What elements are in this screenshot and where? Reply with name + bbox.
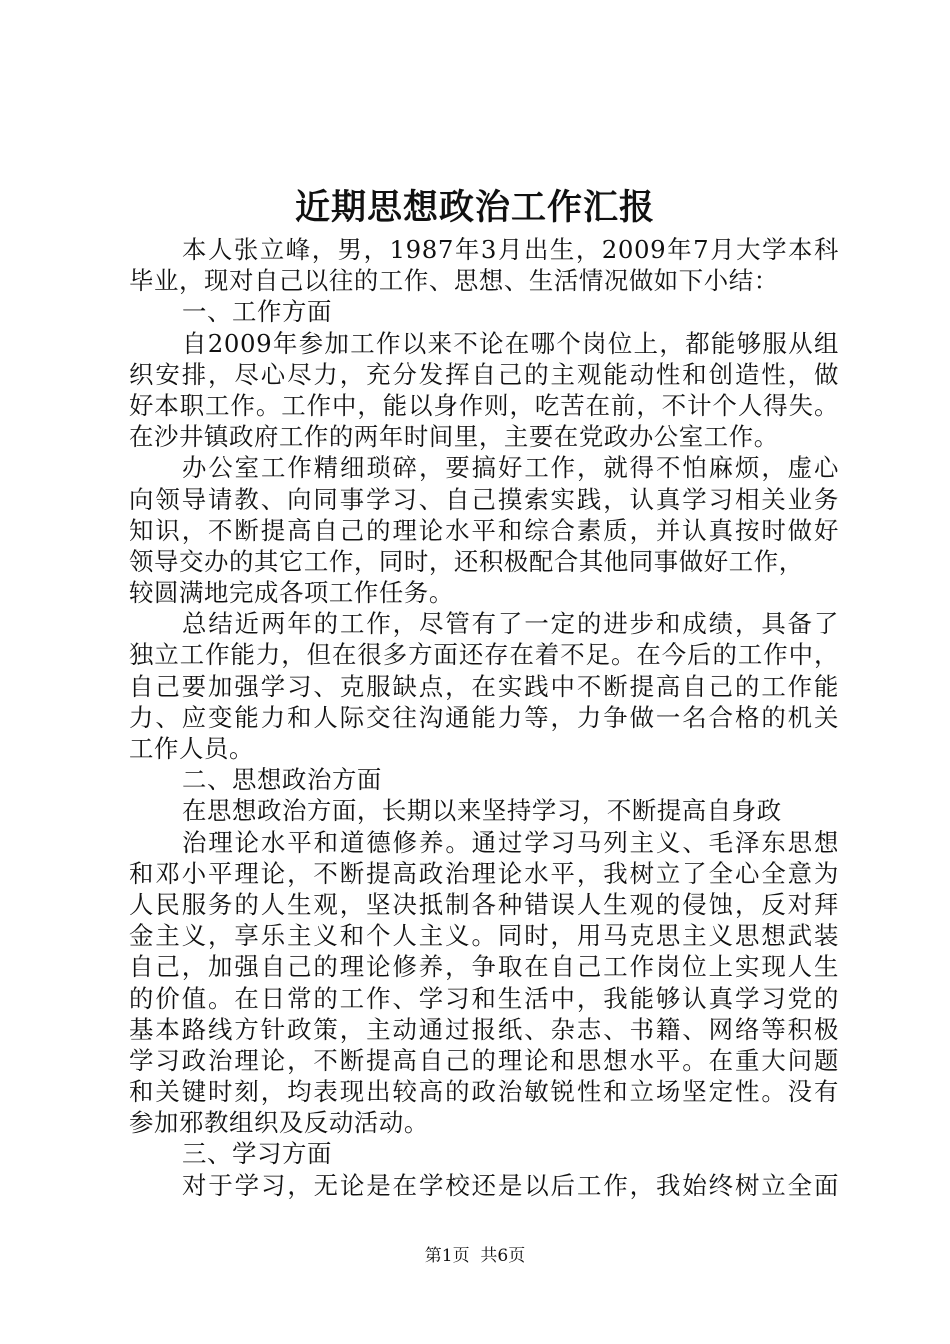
body-line: 二、思想政治方面 xyxy=(182,765,382,795)
body-line: 力、应变能力和人际交往沟通能力等，力争做一名合格的机关 xyxy=(129,702,839,732)
body-line: 知识，不断提高自己的理论水平和综合素质，并认真按时做好 xyxy=(129,515,839,545)
body-line: 在思想政治方面，长期以来坚持学习，不断提高自身政 xyxy=(182,796,782,826)
body-line: 好本职工作。工作中，能以身作则，吃苦在前，不计个人得失。 xyxy=(129,390,839,420)
body-line: 工作人员。 xyxy=(129,734,254,763)
body-line: 本人张立峰，男，1987年3月出生，2009年7月大学本科 xyxy=(182,235,839,264)
body-line: 对于学习，无论是在学校还是以后工作，我始终树立全面 xyxy=(182,1170,839,1200)
body-line: 独立工作能力，但在很多方面还存在着不足。在今后的工作中， xyxy=(129,640,839,670)
body-line: 自己要加强学习、克服缺点，在实践中不断提高自己的工作能 xyxy=(129,671,839,701)
body-line: 人民服务的人生观，坚决抵制各种错误人生观的侵蚀，反对拜 xyxy=(129,889,839,919)
page-footer: 第1页 共6页 xyxy=(424,1246,526,1266)
body-line: 治理论水平和道德修养。通过学习马列主义、毛泽东思想 xyxy=(182,827,839,857)
body-line: 向领导请教、向同事学习、自己摸索实践，认真学习相关业务 xyxy=(129,484,839,514)
document-title: 近期思想政治工作汇报 xyxy=(294,187,655,228)
body-line: 和关键时刻，均表现出较高的政治敏锐性和立场坚定性。没有 xyxy=(129,1077,839,1107)
body-line: 三、学习方面 xyxy=(182,1139,332,1169)
body-line: 和邓小平理论，不断提高政治理论水平，我树立了全心全意为 xyxy=(129,858,839,888)
body-line: 的价值。在日常的工作、学习和生活中，我能够认真学习党的 xyxy=(129,983,839,1013)
body-line: 织安排，尽心尽力，充分发挥自己的主观能动性和创造性，做 xyxy=(129,359,839,389)
body-line: 金主义，享乐主义和个人主义。同时，用马克思主义思想武装 xyxy=(129,921,839,951)
body-line: 总结近两年的工作，尽管有了一定的进步和成绩，具备了 xyxy=(182,609,839,639)
body-line: 学习政治理论，不断提高自己的理论和思想水平。在重大问题 xyxy=(129,1045,839,1075)
body-line: 在沙井镇政府工作的两年时间里，主要在党政办公室工作。 xyxy=(129,422,779,452)
body-line: 自己，加强自己的理论修养，争取在自己工作岗位上实现人生 xyxy=(129,952,839,982)
body-line: 自2009年参加工作以来不论在哪个岗位上，都能够服从组 xyxy=(182,328,839,358)
body-line: 毕业，现对自己以往的工作、思想、生活情况做如下小结： xyxy=(129,266,779,296)
document-body xyxy=(129,234,839,1201)
body-line: 参加邪教组织及反动活动。 xyxy=(129,1108,429,1138)
body-line: 一、工作方面 xyxy=(182,297,332,327)
body-line: 领导交办的其它工作，同时，还积极配合其他同事做好工作， xyxy=(129,546,804,576)
body-line: 较圆满地完成各项工作任务。 xyxy=(129,578,454,608)
body-line: 办公室工作精细琐碎，要搞好工作，就得不怕麻烦，虚心 xyxy=(182,453,839,483)
body-line: 基本路线方针政策，主动通过报纸、杂志、书籍、网络等积极 xyxy=(129,1014,839,1044)
